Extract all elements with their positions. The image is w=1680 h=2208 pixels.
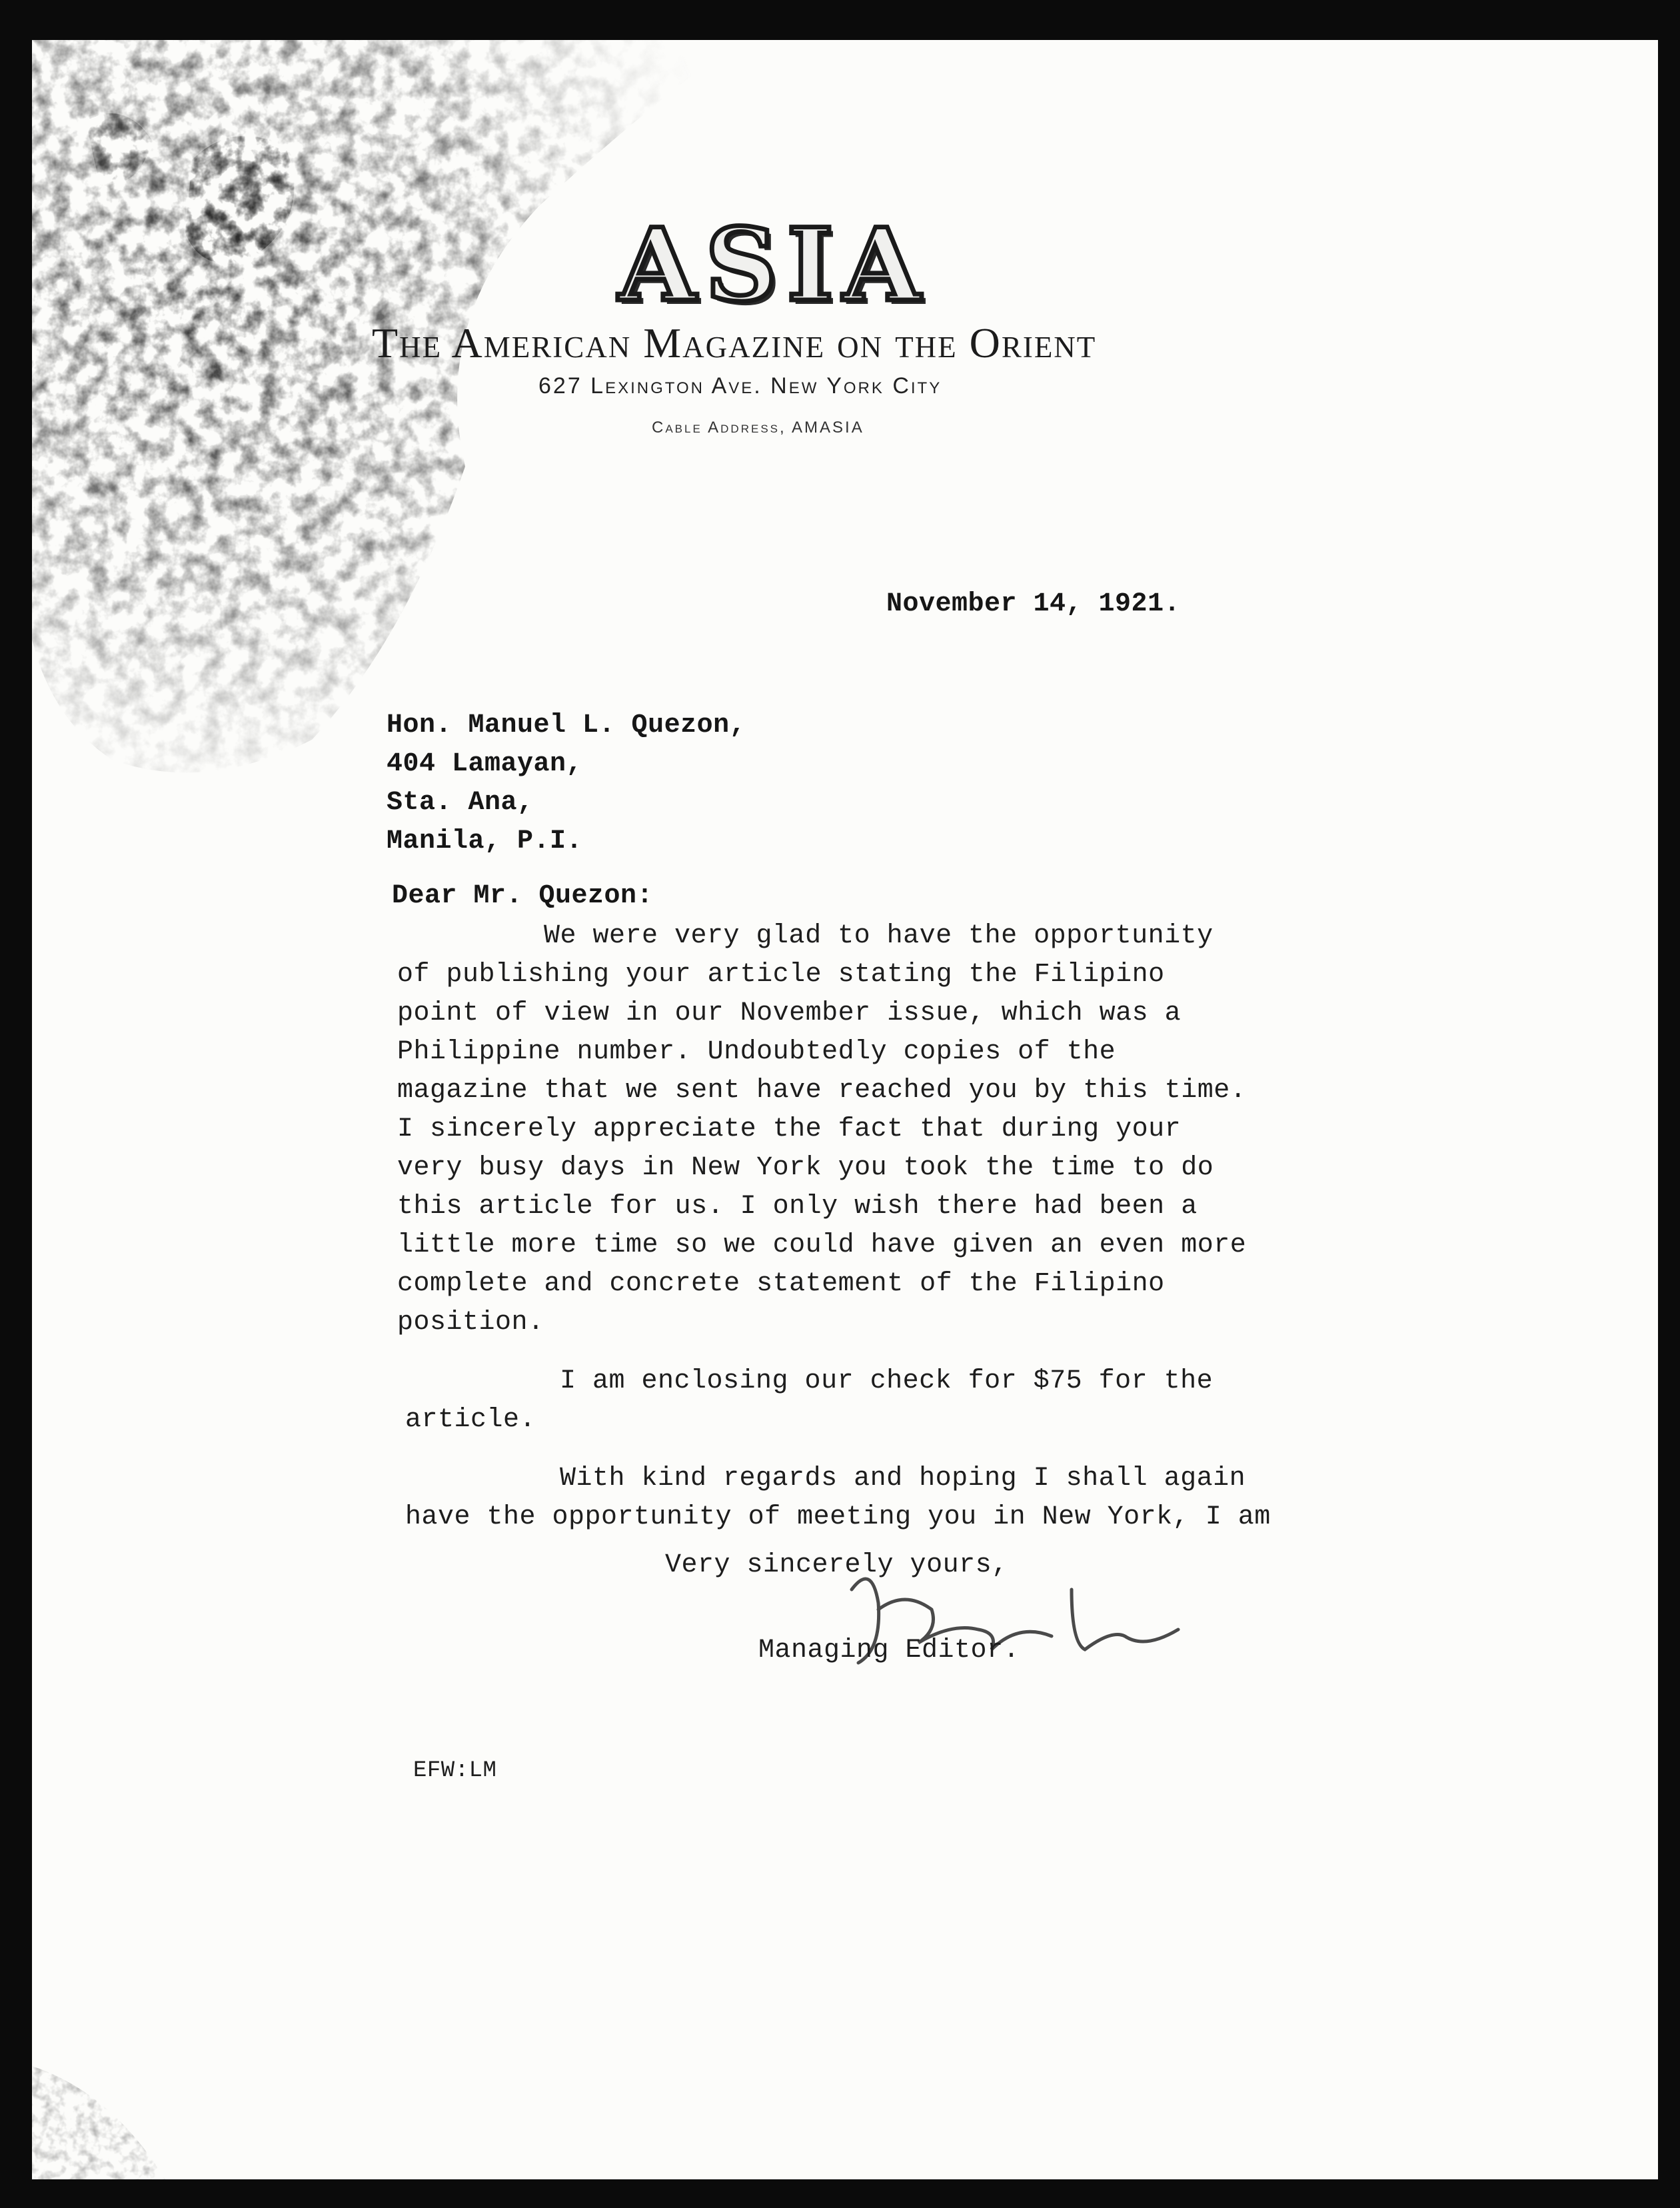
recipient-line: 404 Lamayan, <box>387 749 583 779</box>
letterhead-title: ASIA <box>618 207 930 324</box>
body-line: I sincerely appreciate the fact that during your <box>397 1114 1182 1144</box>
body-line: very busy days in New York you took the time to do <box>397 1153 1214 1183</box>
recipient-line: Sta. Ana, <box>387 788 534 818</box>
body-line: point of view in our November issue, which was a <box>397 998 1182 1028</box>
salutation: Dear Mr. Quezon: <box>392 881 654 911</box>
letterhead-subtitle: The American Magazine on the Orient <box>372 319 1097 367</box>
letter-page <box>32 40 1658 2179</box>
body-line: position. <box>397 1308 544 1338</box>
body-line: We were very glad to have the opportunity <box>544 921 1214 951</box>
recipient-line: Hon. Manuel L. Quezon, <box>387 710 746 740</box>
signer-title: Managing Editor. <box>758 1636 1020 1665</box>
letterhead-address: 627 Lexington Ave. New York City <box>538 373 942 399</box>
body-line: of publishing your article stating the Filipino <box>397 960 1165 990</box>
letterhead-cable-address: Cable Address, AMASIA <box>652 419 864 437</box>
body-line: I am enclosing our check for $75 for the <box>560 1366 1214 1396</box>
body-line: little more time so we could have given an even more <box>397 1230 1247 1260</box>
body-line: magazine that we sent have reached you by this time. <box>397 1076 1247 1106</box>
handwritten-signature <box>832 1550 1205 1696</box>
body-line: this article for us. I only wish there had been a <box>397 1192 1198 1222</box>
body-line: article. <box>405 1405 536 1435</box>
body-line: Philippine number. Undoubtedly copies of the <box>397 1037 1116 1067</box>
letter-date: November 14, 1921. <box>886 589 1181 619</box>
closing: Very sincerely yours, <box>665 1550 1008 1580</box>
body-line: With kind regards and hoping I shall again <box>560 1464 1246 1494</box>
recipient-line: Manila, P.I. <box>387 826 583 856</box>
typist-initials: EFW:LM <box>413 1758 497 1783</box>
body-line: complete and concrete statement of the Filipino <box>397 1269 1165 1299</box>
corner-smudge <box>32 2039 205 2179</box>
body-line: have the opportunity of meeting you in New York, I am <box>405 1502 1271 1532</box>
